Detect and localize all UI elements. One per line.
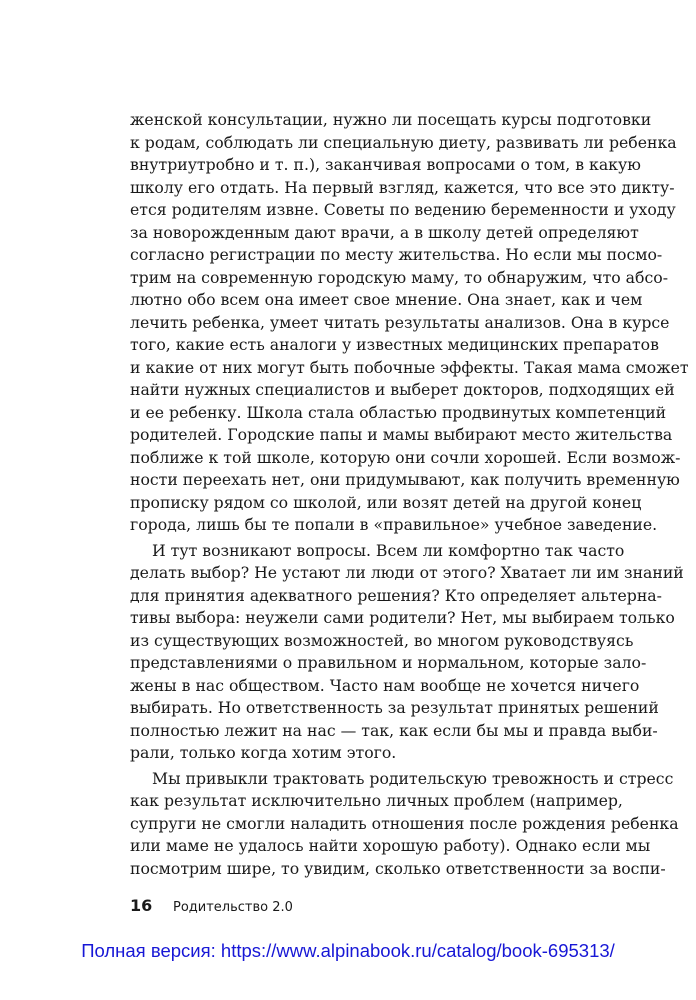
text-line: Мы привыкли трактовать родительскую тревожность и стресс [152, 768, 674, 788]
text-line: И тут возникают вопросы. Всем ли комфортно так часто [152, 540, 625, 560]
paragraph-2 [130, 540, 684, 765]
text-line: лечить ребенка, умеет читать результаты анализов. Она в курсе [130, 312, 670, 332]
text-line: внутриутробно и т. п.), заканчивая вопросами о том, в какую [130, 155, 641, 174]
paragraph-1 [130, 109, 689, 537]
text-line: или маме не удалось найти хорошую работу). Однако если мы [130, 836, 651, 855]
text-line: делать выбор? Не устают ли люди от этого? Хватает ли им знаний [130, 563, 684, 582]
text-line: прописку рядом со школой, или возят детей на другой конец [130, 492, 642, 512]
text-line: посмотрим шире, то увидим, сколько ответственности за воспи- [130, 858, 666, 878]
text-line: и ее ребенку. Школа стала областью продвинутых компетенций [130, 402, 667, 422]
text-line: представлениями о правильном и нормальном, которые зало- [130, 653, 647, 672]
text-line: ности переехать нет, они придумывают, как получить временную [130, 470, 680, 489]
text-line: за новорожденным дают врачи, а в школу детей определяют [130, 222, 639, 242]
text-line: города, лишь бы те попали в «правильное» учебное заведение. [130, 515, 658, 534]
text-line: супруги не смогли наладить отношения после рождения ребенка [130, 813, 679, 833]
text-line: выбирать. Но ответственность за результат принятых решений [130, 698, 659, 717]
full-version-link[interactable]: Полная версия: https://www.alpinabook.ru/catalog/book-695313/ [81, 940, 615, 961]
text-line: трим на современную городскую маму, то обнаружим, что абсо- [130, 267, 669, 287]
text-line: женской консультации, нужно ли посещать курсы подготовки [130, 110, 652, 129]
text-line: полностью лежит на нас — так, как если бы мы и правда выби- [130, 720, 658, 740]
text-line: жены в нас обществом. Часто нам вообще не хочется ничего [130, 675, 640, 695]
text-line: того, какие есть аналоги у известных медицинских препаратов [130, 335, 659, 354]
paragraph-3 [130, 768, 679, 881]
text-line: к родам, соблюдать ли специальную диету, развивать ли ребенка [130, 132, 677, 152]
page-body-text [130, 109, 689, 880]
page-number: 16 [130, 896, 153, 915]
text-line: рали, только когда хотим этого. [130, 743, 397, 762]
text-line: школу его отдать. На первый взгляд, кажется, что все это дикту- [130, 177, 675, 197]
text-line: тивы выбора: неужели сами родители? Нет, мы выбираем только [130, 608, 675, 627]
text-line: для принятия адекватного решения? Кто определяет альтерна- [130, 585, 662, 605]
text-line: согласно регистрации по месту жительства. Но если мы посмо- [130, 245, 663, 264]
text-line: поближе к той школе, которую они сочли хорошей. Если возмож- [130, 447, 681, 467]
text-line: и какие от них могут быть побочные эффекты. Такая мама сможет [130, 357, 689, 377]
text-line: из существующих возможностей, во многом руководствуясь [130, 630, 634, 650]
text-line: найти нужных специалистов и выберет докторов, подходящих ей [130, 380, 675, 399]
text-line: как результат исключительно личных проблем (например, [130, 791, 623, 810]
text-line: родителей. Городские папы и мамы выбирают место жительства [130, 425, 673, 444]
text-line: ется родителям извне. Советы по ведению беременности и уходу [130, 200, 676, 219]
page-footer [130, 896, 293, 915]
running-title: Родительство 2.0 [173, 900, 293, 915]
text-line: лютно обо всем она имеет свое мнение. Она знает, как и чем [130, 290, 643, 309]
